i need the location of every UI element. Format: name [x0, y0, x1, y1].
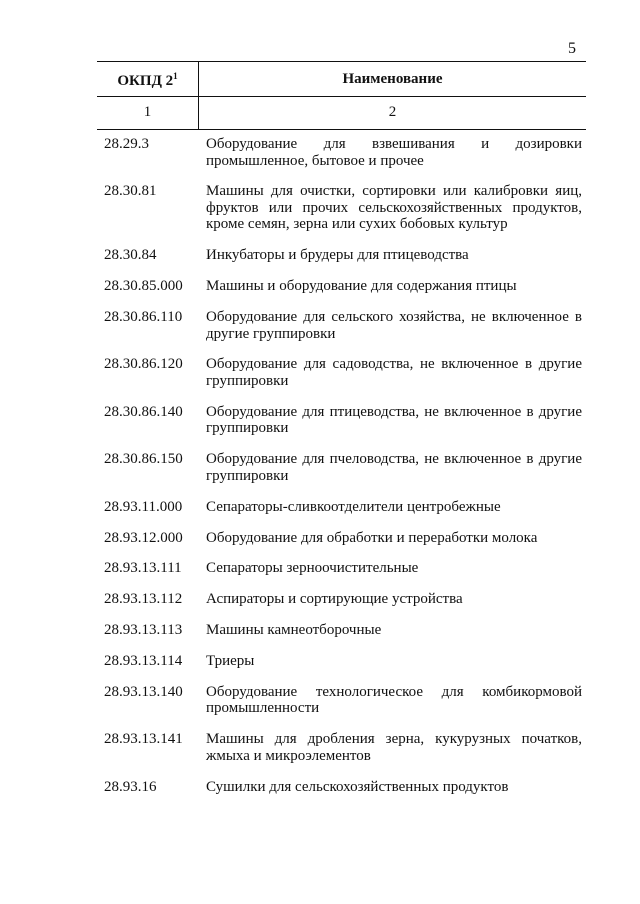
table-row: [104, 183, 582, 233]
table-row: [104, 247, 582, 264]
item-name: Оборудование для птицеводства, не включенное в другие группировки: [206, 403, 582, 437]
item-name: Оборудование для сельского хозяйства, не включенное в другие группировки: [206, 309, 582, 342]
table-body: [104, 136, 582, 810]
item-name: Аспираторы и сортирующие устройства: [206, 591, 463, 608]
table-row: [104, 356, 582, 389]
table-row: [104, 622, 582, 639]
page-number: 5: [568, 40, 576, 57]
table-row: [104, 404, 582, 437]
table-row: [104, 499, 582, 516]
item-name: Машины для дробления зерна, кукурузных початков, жмыха и микроэлементов: [206, 731, 582, 764]
name-column-number: 2: [388, 104, 397, 120]
table-row: [104, 309, 582, 342]
table-row: [104, 278, 582, 295]
item-name: Машины и оборудование для содержания птицы: [206, 278, 517, 295]
okpd-code: 28.30.84: [104, 247, 157, 264]
item-name: Машины камнеотборочные: [206, 622, 382, 639]
okpd-code: 28.93.13.141: [104, 731, 183, 748]
header-row-divider: [97, 96, 586, 97]
okpd-code: 28.29.3: [104, 136, 149, 152]
item-name: Сепараторы-сливкоотделители центробежные: [206, 498, 501, 515]
table-row: [104, 779, 582, 796]
item-name: Сепараторы зерноочистительные: [206, 560, 419, 577]
okpd-code: 28.30.86.110: [104, 309, 183, 326]
okpd-code: 28.93.16: [104, 778, 157, 795]
name-column-header: Наименование: [342, 71, 443, 87]
item-name: Триеры: [206, 653, 255, 670]
item-name: Оборудование для обработки и переработки молока: [206, 529, 538, 546]
okpd-code: 28.30.81: [104, 183, 157, 200]
okpd-code: 28.30.86.120: [104, 356, 183, 373]
table-row: [104, 136, 582, 169]
table-row: [104, 731, 582, 764]
code-column-number: 1: [143, 104, 152, 120]
table-row: [104, 591, 582, 608]
table-row: [104, 451, 582, 484]
okpd-code: 28.30.86.140: [104, 403, 183, 420]
item-name: Оборудование для пчеловодства, не включенное в другие группировки: [206, 451, 582, 484]
okpd-code: 28.93.11.000: [104, 498, 183, 515]
table-row: [104, 530, 582, 547]
table-row: [104, 653, 582, 670]
okpd-code: 28.93.13.112: [104, 591, 183, 608]
item-name: Машины для очистки, сортировки или калибровки яиц, фруктов или прочих сельскохозяйственных продуктов, кроме семян, зерна или сухих бобовых культур: [206, 183, 582, 233]
item-name: Оборудование для садоводства, не включенное в другие группировки: [206, 356, 582, 389]
item-name: Сушилки для сельскохозяйственных продуктов: [206, 778, 509, 795]
code-column-header: ОКПД $2^1$: [117, 71, 178, 89]
item-name: Оборудование технологическое для комбикормовой промышленности: [206, 683, 582, 717]
okpd-code: 28.93.13.114: [104, 653, 183, 670]
okpd-code: 28.30.85.000: [104, 278, 183, 295]
table-row: [104, 684, 582, 717]
okpd-code: 28.93.13.113: [104, 622, 183, 639]
table-header: [97, 61, 586, 130]
item-name: Инкубаторы и брудеры для птицеводства: [206, 247, 469, 264]
item-name: Оборудование для взвешивания и дозировки промышленное, бытовое и прочее: [206, 136, 582, 169]
okpd-code: 28.93.13.111: [104, 560, 182, 577]
okpd-code: 28.93.13.140: [104, 683, 183, 700]
table-row: [104, 560, 582, 577]
okpd-code: 28.30.86.150: [104, 451, 183, 468]
okpd-code: 28.93.12.000: [104, 529, 183, 546]
